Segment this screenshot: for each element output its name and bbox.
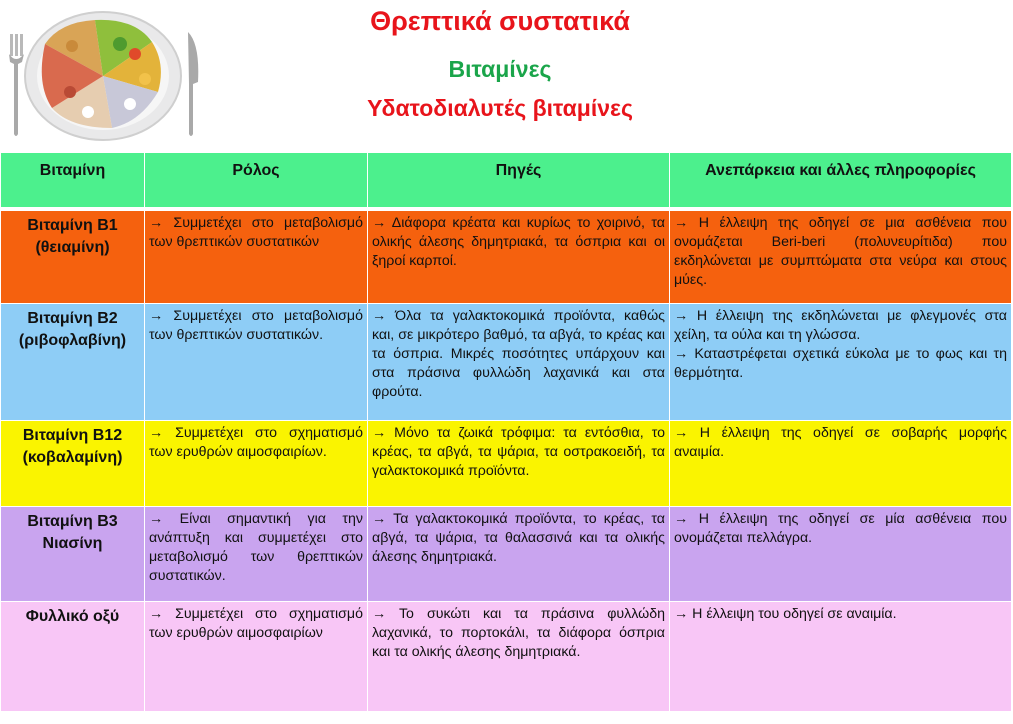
vitamins-table — [0, 152, 1012, 712]
vitamin-info: → Η έλλειψη της οδηγεί σε μια ασθένεια που ονομάζεται Beri-beri (πολυνευρίτιδα) που εκδηλώνεται με συμπτώματα στα νεύρα και στους μύες. — [670, 211, 1012, 304]
vitamin-sources: → Τα γαλακτοκομικά προϊόντα, το κρέας, τα αβγά, τα ψάρια, τα θαλασσινά και τα ολικής άλεσης δημητριακά. — [368, 507, 670, 602]
page-subtitle: Βιταμίνες — [448, 56, 552, 82]
vitamin-sources: → Διάφορα κρέατα και κυρίως το χοιρινό, τα ολικής άλεσης δημητριακά, τα όσπρια και οι ξηροί καρποί. — [368, 211, 670, 304]
vitamin-info: → Η έλλειψη του οδηγεί σε αναιμία. — [670, 602, 1012, 712]
table-row — [1, 211, 1012, 304]
column-header-vitamin: Βιταμίνη — [1, 153, 145, 208]
table-row — [1, 602, 1012, 712]
column-header-deficiency: Ανεπάρκεια και άλλες πληροφορίες — [670, 153, 1012, 208]
column-header-sources: Πηγές — [368, 153, 670, 208]
column-header-role: Ρόλος — [145, 153, 368, 208]
vitamin-role: → Είναι σημαντική για την ανάπτυξη και συμμετέχει στο μεταβολισμό των θρεπτικών συστατικών. — [145, 507, 368, 602]
page-header — [0, 0, 1013, 150]
vitamin-info: → Η έλλειψη της οδηγεί σε μία ασθένεια που ονομάζεται πελλάγρα. — [670, 507, 1012, 602]
table-row — [1, 507, 1012, 602]
vitamin-role: → Συμμετέχει στο σχηματισμό των ερυθρών αιμοσφαιρίων — [145, 602, 368, 712]
vitamin-sources: → Το συκώτι και τα πράσινα φυλλώδη λαχανικά, το πορτοκάλι, τα διάφορα όσπρια και τα ολικής άλεσης δημητριακά. — [368, 602, 670, 712]
vitamin-sources: → Όλα τα γαλακτοκομικά προϊόντα, καθώς και, σε μικρότερο βαθμό, τα αβγά, το κρέας και τα όσπρια. Μικρές ποσότητες υπάρχουν και στα πράσινα φυλλώδη λαχανικά και στα φρούτα. — [368, 304, 670, 421]
vitamin-sources: → Μόνο τα ζωικά τρόφιμα: τα εντόσθια, το κρέας, τα αβγά, τα ψάρια, τα οστρακοειδή, τα γαλακτοκομικά προϊόντα. — [368, 421, 670, 507]
page-title: Θρεπτικά συστατικά — [370, 6, 630, 36]
vitamin-role: → Συμμετέχει στο μεταβολισμό των θρεπτικών συστατικών — [145, 211, 368, 304]
vitamin-role: → Συμμετέχει στο σχηματισμό των ερυθρών αιμοσφαιρίων. — [145, 421, 368, 507]
table-row — [1, 304, 1012, 421]
vitamin-info: → Η έλλειψη της εκδηλώνεται με φλεγμονές στα χείλη, τα ούλα και τη γλώσσα. → Καταστρέφεται σχετικά εύκολα με το φως και τη θερμότητα. — [670, 304, 1012, 421]
vitamin-name: Βιταμίνη Β2 (ριβοφλαβίνη) — [1, 304, 145, 421]
vitamin-name: Φυλλικό οξύ — [1, 602, 145, 712]
vitamin-info: → Η έλλειψη της οδηγεί σε σοβαρής μορφής αναιμία. — [670, 421, 1012, 507]
vitamin-role: → Συμμετέχει στο μεταβολισμό των θρεπτικών συστατικών. — [145, 304, 368, 421]
table-header-row — [1, 153, 1012, 208]
vitamin-name: Βιταμίνη Β3 Νιασίνη — [1, 507, 145, 602]
section-title: Υδατοδιαλυτές βιταμίνες — [367, 95, 633, 121]
vitamin-name: Βιταμίνη Β1 (θειαμίνη) — [1, 211, 145, 304]
table-row — [1, 421, 1012, 507]
vitamin-name: Βιταμίνη Β12 (κοβαλαμίνη) — [1, 421, 145, 507]
